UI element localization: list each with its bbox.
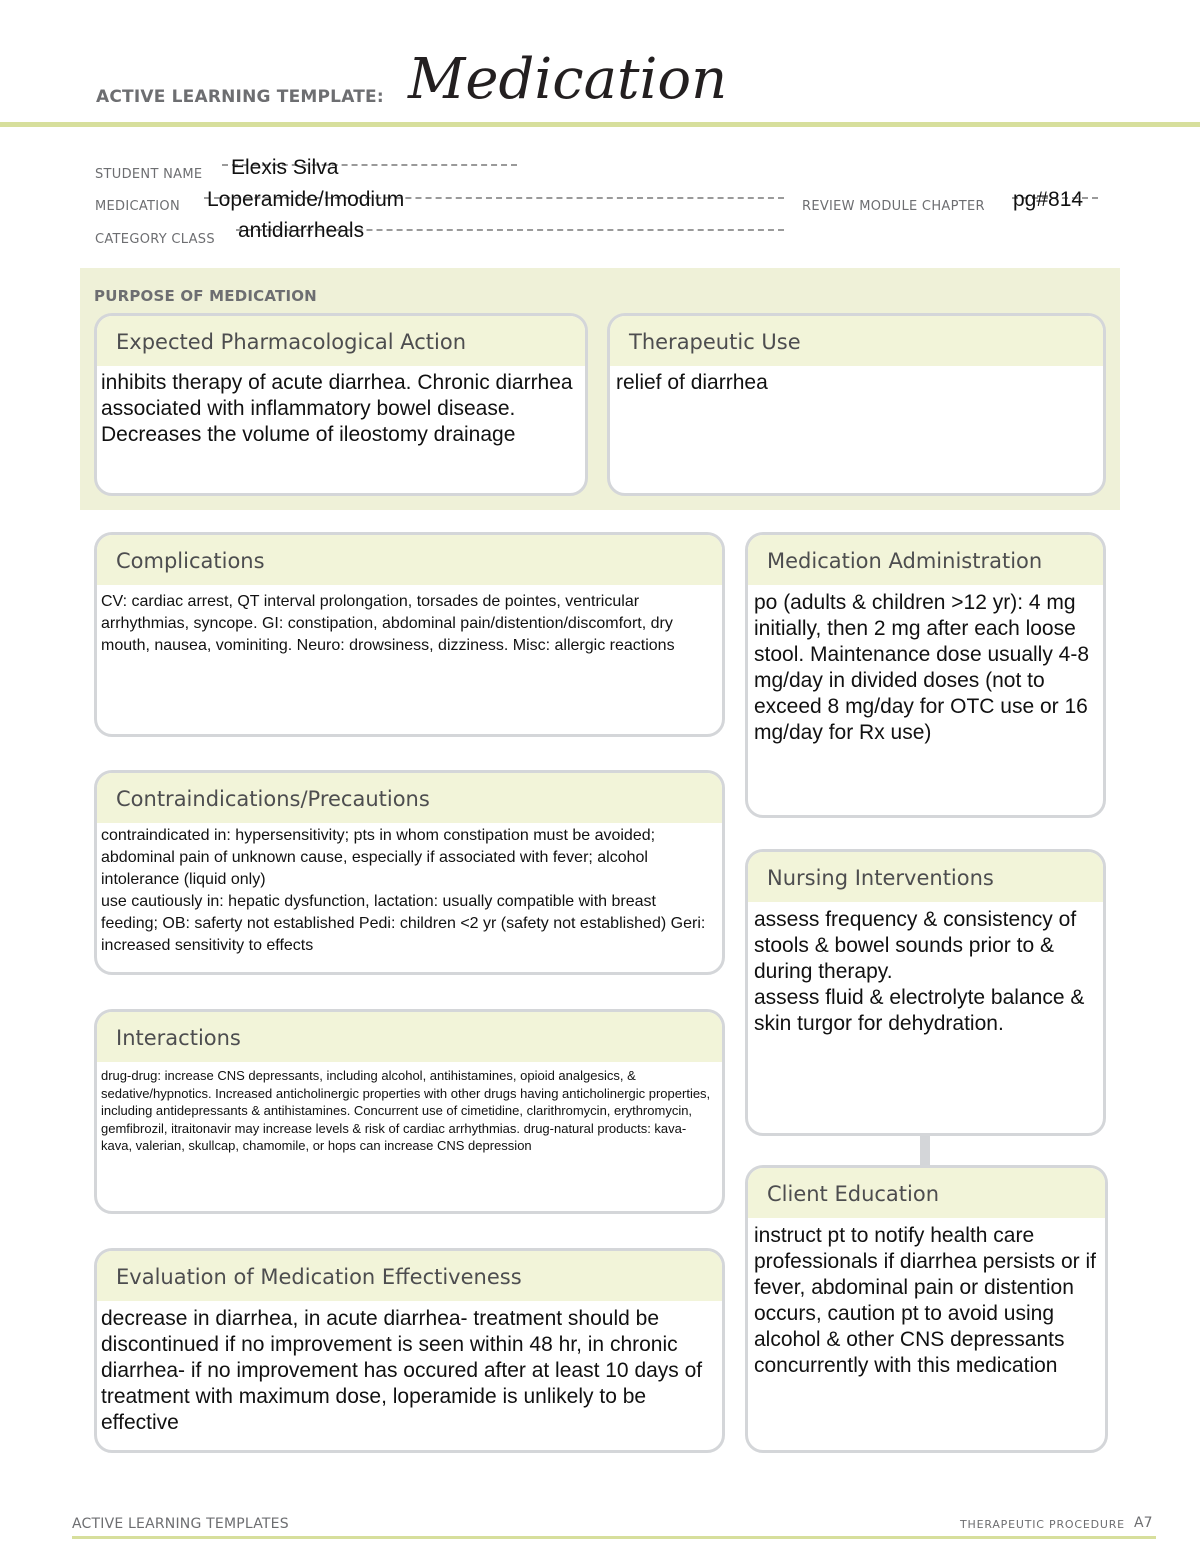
review-module-value: pg#814 [1013,188,1084,211]
contraindications-text[interactable] [97,823,722,957]
nursing-interventions-title: Nursing Interventions [748,852,1103,902]
category-class-label: CATEGORY CLASS [95,232,215,247]
evaluation-box [94,1248,725,1453]
page-title: Medication [408,47,728,112]
category-class-value: antidiarrheals [238,219,365,242]
expected-action-text[interactable]: inhibits therapy of acute diarrhea. Chronic diarrhea associated with inflammatory bowel disease. Decreases the volume of ileostomy drainage [101,371,573,446]
therapeutic-use-title: Therapeutic Use [610,316,1103,366]
complications-title: Complications [97,535,722,585]
expected-action-box [94,313,588,496]
page-number: A7 [1134,1515,1153,1531]
box-connector [920,1136,930,1168]
purpose-section-title: PURPOSE OF MEDICATION [94,287,317,305]
review-module-label: REVIEW MODULE CHAPTER [802,199,985,214]
interactions-text[interactable]: drug-drug: increase CNS depressants, including alcohol, antihistamines, opioid analgesics, & sedative/hypnotics. Increased anticholinergic properties with other drugs having anticholinergic properties, including antidepressants & antihistamines. Concurrent use of cimetidine, clarithromycin, erythromycin, gemfibrozil, itraitonavir may increase levels & risk of cardiac arrhythmias. drug-natural products: kava-kava, valerian, skullcap, chamomile, or hops can increase CNS depression [101,1068,711,1153]
student-name-value: Elexis Silva [231,156,339,179]
medication-value: Loperamide/Imodium [207,188,405,211]
nursing-interventions-box [745,849,1106,1136]
footer-left: ACTIVE LEARNING TEMPLATES [72,1516,289,1532]
nursing-intervention-item: assess fluid & electrolyte balance & skin turgor for dehydration. [754,986,1085,1035]
complications-box [94,532,725,737]
footer-right: THERAPEUTIC PROCEDURE [960,1518,1125,1531]
student-name-label: STUDENT NAME [95,167,203,182]
contraindications-title: Contraindications/Precautions [97,773,722,823]
complications-text[interactable]: CV: cardiac arrest, QT interval prolongation, torsades de pointes, ventricular arrhythmias, syncope. GI: constipation, abdominal pain/distention/discomfort, dry mouth, nausea, vominiting. Neuro: drowsiness, dizziness. Misc: allergic reactions [101,593,675,654]
client-education-title: Client Education [748,1168,1105,1218]
nursing-interventions-text[interactable] [748,902,1103,1037]
therapeutic-use-text[interactable]: relief of diarrhea [616,371,768,394]
expected-action-title: Expected Pharmacological Action [97,316,585,366]
client-education-text[interactable]: instruct pt to notify health care professionals if diarrhea persists or if fever, abdominal pain or distention occurs, caution pt to avoid using alcohol & other CNS depressants concurrently with this medication [754,1224,1096,1377]
medication-label: MEDICATION [95,199,180,214]
precautions-line: use cautiously in: hepatic dysfunction, lactation: usually compatible with breast feeding; OB: saferty not established Pedi: children <2 yr (safety not established) Geri: increased sensitivity to effects [101,893,706,954]
footer-divider [72,1536,1156,1539]
contraindications-line: contraindicated in: hypersensitivity; pts in whom constipation must be avoided; abdominal pain of unknown cause, especially if associated with fever; alcohol intolerance (liquid only) [101,827,656,888]
template-prefix: ACTIVE LEARNING TEMPLATE: [96,87,384,107]
interactions-box [94,1009,725,1214]
interactions-title: Interactions [97,1012,722,1062]
header-divider [0,122,1200,127]
nursing-intervention-item: assess frequency & consistency of stools & bowel sounds prior to & during therapy. [754,908,1077,983]
administration-box [745,532,1106,818]
evaluation-title: Evaluation of Medication Effectiveness [97,1251,722,1301]
administration-title: Medication Administration [748,535,1103,585]
client-education-box [745,1165,1108,1453]
therapeutic-use-box [607,313,1106,496]
evaluation-text[interactable]: decrease in diarrhea, in acute diarrhea- treatment should be discontinued if no improvement is seen within 48 hr, in chronic diarrhea- if no improvement has occured after at least 10 days of treatment with maximum dose, loperamide is unlikely to be effective [101,1307,703,1434]
contraindications-box [94,770,725,975]
administration-text[interactable]: po (adults & children >12 yr): 4 mg initially, then 2 mg after each loose stool. Maintenance dose usually 4-8 mg/day in divided doses (not to exceed 8 mg/day for OTC use or 16 mg/day for Rx use) [754,591,1090,744]
